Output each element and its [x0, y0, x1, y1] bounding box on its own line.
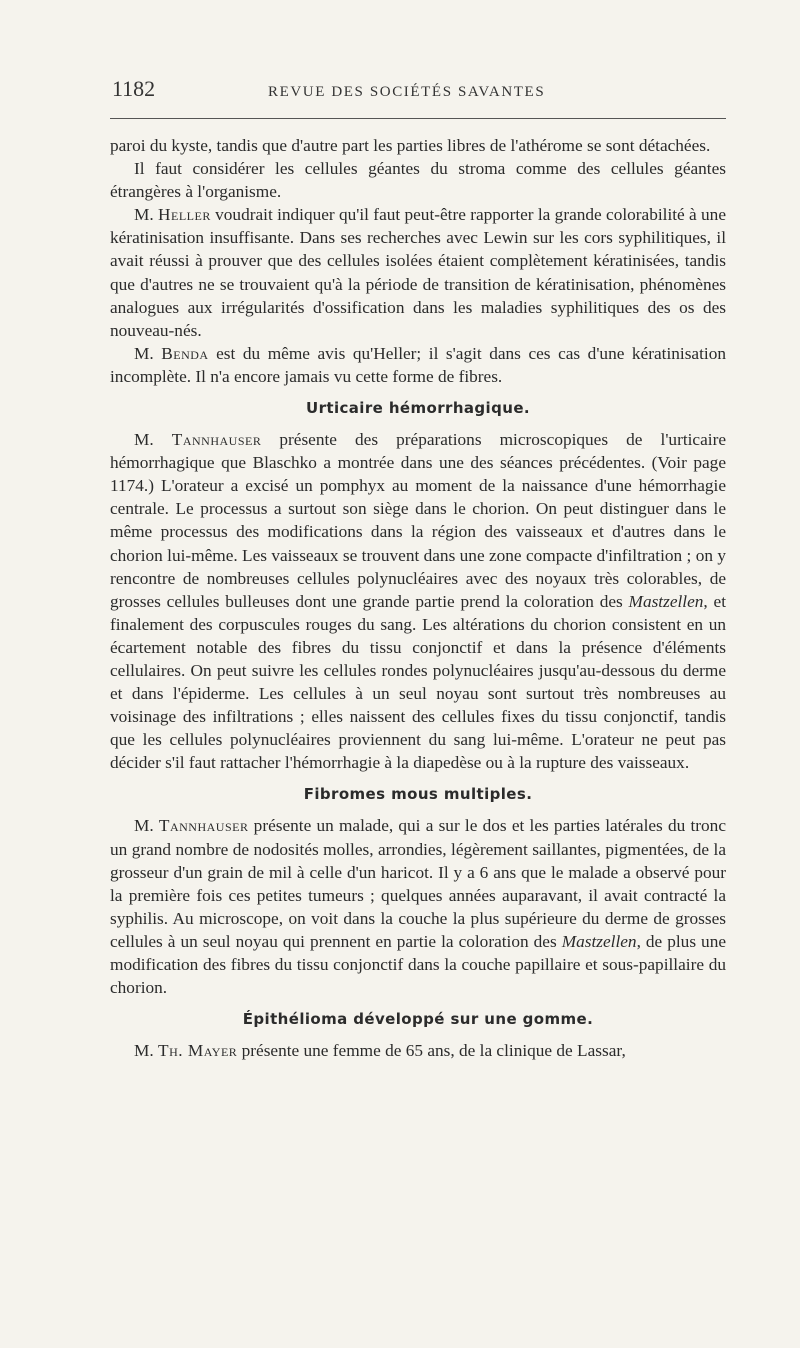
speaker-prefix: M. [134, 205, 159, 225]
speaker-prefix: M. [134, 430, 172, 450]
paragraph-text: présente une femme de 65 ans, de la clinique de Lassar, [237, 1041, 626, 1061]
speaker-prefix: M. [134, 816, 159, 836]
page-header [112, 74, 726, 106]
paragraph-tannhauser-1 [110, 428, 726, 774]
paragraph-text: voudrait indiquer qu'il faut peut-être rapporter la grande colorabilité à une kératinisation insuffisante. Dans ses recherches avec Lewin sur les cors syphilitiques, il avait réussi à prouver que des cellules isolées étaient complètement kératinisées, tandis que d'autres ne se trouvaient qu'à la période de transition de kératinisation, phénomènes analogues aux irrégularités d'ossification dans les maladies syphilitiques des os des nouveau-nés. [110, 205, 726, 340]
paragraph-tannhauser-2 [110, 814, 726, 999]
section-title-epithelioma: Épithélioma développé sur une gomme. [242, 1010, 594, 1029]
paragraph-benda [110, 342, 726, 388]
page-number: 1182 [112, 76, 156, 101]
speaker-name: Tannhauser [158, 816, 249, 836]
italic-term: Mastzellen [628, 591, 704, 611]
header-rule [110, 118, 726, 119]
page-body [110, 134, 726, 1062]
paragraph-text: , de plus une modification des fibres du tissu conjonctif dans la couche papillaire et sous-papillaire du chorion. [110, 931, 727, 998]
paragraph-text: présente des préparations microscopiques de l'urticaire hémorrhagique que Blaschko a montrée dans une des séances précédentes. (Voir page 1174.) L'orateur a excisé un pomphyx au moment de la naissance d'une hémorrhagie centrale. Le processus a surtout son siège dans le chorion. On peut distinguer dans le même processus des modifications dans la région des vaisseaux et d'autres dans le chorion lui-même. Les vaisseaux se trouvent dans une zone compacte d'infiltration ; on y rencontre de nombreuses cellules polynucléaires avec des noyaux très colorables, de grosses cellules bulleuses dont une grande partie prend la coloration des [110, 430, 726, 611]
paragraph-text: est du même avis qu'Heller; il s'agit dans ces cas d'une kératinisation incomplète. Il n'a encore jamais vu cette forme de fibres. [110, 343, 726, 386]
speaker-name: Tannhauser [171, 430, 262, 450]
section-title-fibromes: Fibromes mous multiples. [303, 785, 533, 804]
paragraph-heller [110, 203, 726, 342]
running-title: REVUE DES SOCIÉTÉS SAVANTES [268, 84, 546, 100]
paragraph-text: présente un malade, qui a sur le dos et les parties latérales du tronc un grand nombre de nodosités molles, arrondies, légèrement saillantes, pigmentées, de la grosseur d'un grain de mil à celle d'un haricot. Il y a 6 ans que le malade a observé pour la première fois ces petites tumeurs ; quelques années auparavant, il avait contracté la syphilis. Au microscope, on voit dans la couche la plus supérieure du derme de grosses cellules à un seul noyau qui prennent en partie la coloration des [110, 816, 726, 951]
section-title-urticaire: Urticaire hémorrhagique. [306, 399, 530, 418]
speaker-name: Benda [161, 343, 209, 363]
paragraph-1: paroi du kyste, tandis que d'autre part les parties libres de l'athérome se sont détachées. [110, 136, 711, 155]
paragraph-mayer [110, 1039, 726, 1062]
italic-term: Mastzellen [561, 931, 637, 951]
paragraph-2: Il faut considérer les cellules géantes du stroma comme des cellules géantes étrangères à l'organisme. [110, 159, 726, 202]
speaker-prefix: M. [134, 1041, 159, 1061]
paragraph-text: , et finalement des corpuscules rouges du sang. Les altérations du chorion consistent en un écartement notable des fibres du tissu conjonctif et dans la présence d'éléments cellulaires. On peut suivre les cellules rondes polynucléaires jusqu'au-dessous du derme et dans l'épiderme. Les cellules à un seul noyau sont surtout très nombreuses au voisinage des infiltrations ; elles naissent des cellules fixes du tissu conjonctif, tandis que les cellules polynucléaires proviennent du sang lui-même. L'orateur ne peut pas décider s'il faut rattacher l'hémorrhagie à la diapedèse ou à la rupture des vaisseaux. [110, 591, 726, 773]
speaker-prefix: M. [134, 343, 162, 363]
speaker-name: Th. Mayer [158, 1041, 238, 1061]
speaker-name: Heller [158, 205, 211, 225]
